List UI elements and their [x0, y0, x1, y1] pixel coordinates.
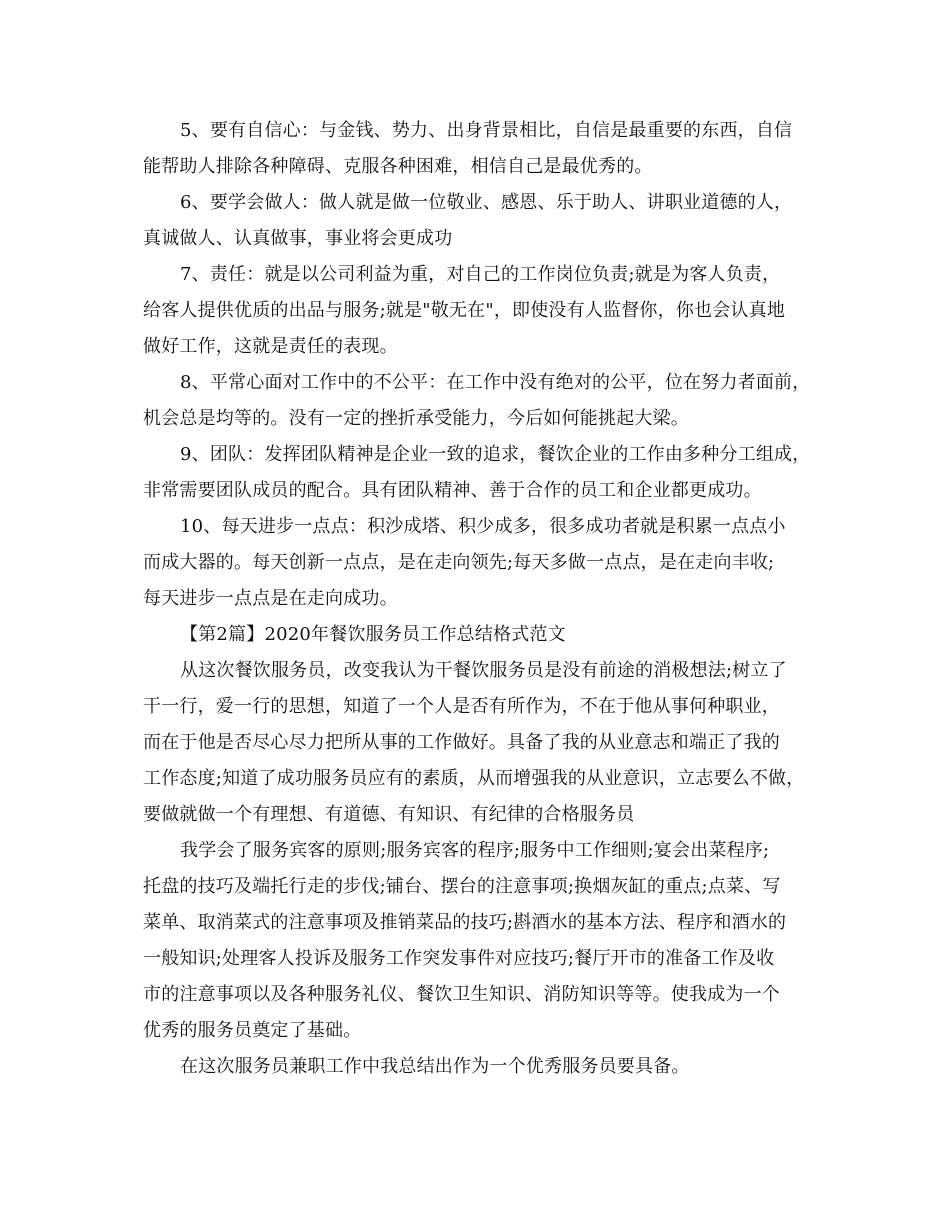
section-heading: 【第2篇】2020年餐饮服务员工作总结格式范文 — [180, 624, 566, 645]
paragraph-line-2: 能帮助人排除各种障碍、克服各种困难，相信自己是最优秀的。 — [143, 156, 653, 177]
paragraph-line-8: 8、平常心面对工作中的不公平：在工作中没有绝对的公平，位在努力者面前， — [180, 372, 811, 393]
paragraph-line-24: 一般知识;处理客人投诉及服务工作突发事件对应技巧;餐厅开市的准备工作及收 — [143, 948, 775, 969]
paragraph-line-11: 非常需要团队成员的配合。具有团队精神、善于合作的员工和企业都更成功。 — [143, 480, 762, 501]
paragraph-line-14: 每天进步一点点是在走向成功。 — [143, 588, 398, 609]
paragraph-line-5: 7、责任：就是以公司利益为重，对自己的工作岗位负责;就是为客人负责， — [180, 264, 781, 285]
paragraph-line-18: 而在于他是否尽心尽力把所从事的工作做好。具备了我的从业意志和端正了我的 — [143, 732, 780, 753]
paragraph-line-17: 干一行，爱一行的思想，知道了一个人是否有所作为，不在于他从事何种职业， — [143, 696, 780, 717]
paragraph-line-16: 从这次餐饮服务员，改变我认为干餐饮服务员是没有前途的消极想法;树立了 — [180, 660, 787, 681]
paragraph-line-3: 6、要学会做人：做人就是做一位敬业、感恩、乐于助人、讲职业道德的人， — [180, 192, 793, 213]
paragraph-line-26: 优秀的服务员奠定了基础。 — [143, 1020, 362, 1041]
paragraph-line-21: 我学会了服务宾客的原则;服务宾客的程序;服务中工作细则;宴会出菜程序; — [180, 840, 770, 861]
paragraph-line-6: 给客人提供优质的出品与服务;就是"敬无在"，即使没有人监督你，你也会认真地 — [143, 300, 786, 321]
paragraph-line-13: 而成大器的。每天创新一点点，是在走向领先;每天多做一点点，是在走向丰收; — [143, 552, 775, 573]
paragraph-line-7: 做好工作，这就是责任的表现。 — [143, 336, 398, 357]
paragraph-line-23: 菜单、取消菜式的注意事项及推销菜品的技巧;斟酒水的基本方法、程序和酒水的 — [143, 912, 787, 933]
paragraph-line-22: 托盘的技巧及端托行走的步伐;铺台、摆台的注意事项;换烟灰缸的重点;点菜、写 — [143, 876, 781, 897]
paragraph-line-20: 要做就做一个有理想、有道德、有知识、有纪律的合格服务员 — [143, 804, 635, 825]
paragraph-line-10: 9、团队：发挥团队精神是企业一致的追求，餐饮企业的工作由多种分工组成， — [180, 444, 811, 465]
paragraph-line-12: 10、每天进步一点点：积沙成塔、积少成多，很多成功者就是积累一点点小 — [180, 516, 786, 537]
paragraph-line-9: 机会总是均等的。没有一定的挫折承受能力，今后如何能挑起大梁。 — [143, 408, 689, 429]
paragraph-line-1: 5、要有自信心：与金钱、势力、出身背景相比，自信是最重要的东西，自信 — [180, 120, 793, 141]
paragraph-line-4: 真诚做人、认真做事，事业将会更成功 — [143, 228, 453, 249]
paragraph-line-25: 市的注意事项以及各种服务礼仪、餐饮卫生知识、消防知识等等。使我成为一个 — [143, 984, 780, 1005]
paragraph-line-27: 在这次服务员兼职工作中我总结出作为一个优秀服务员要具备。 — [180, 1056, 690, 1077]
paragraph-line-19: 工作态度;知道了成功服务员应有的素质，从而增强我的从业意识，立志要么不做， — [143, 768, 805, 789]
